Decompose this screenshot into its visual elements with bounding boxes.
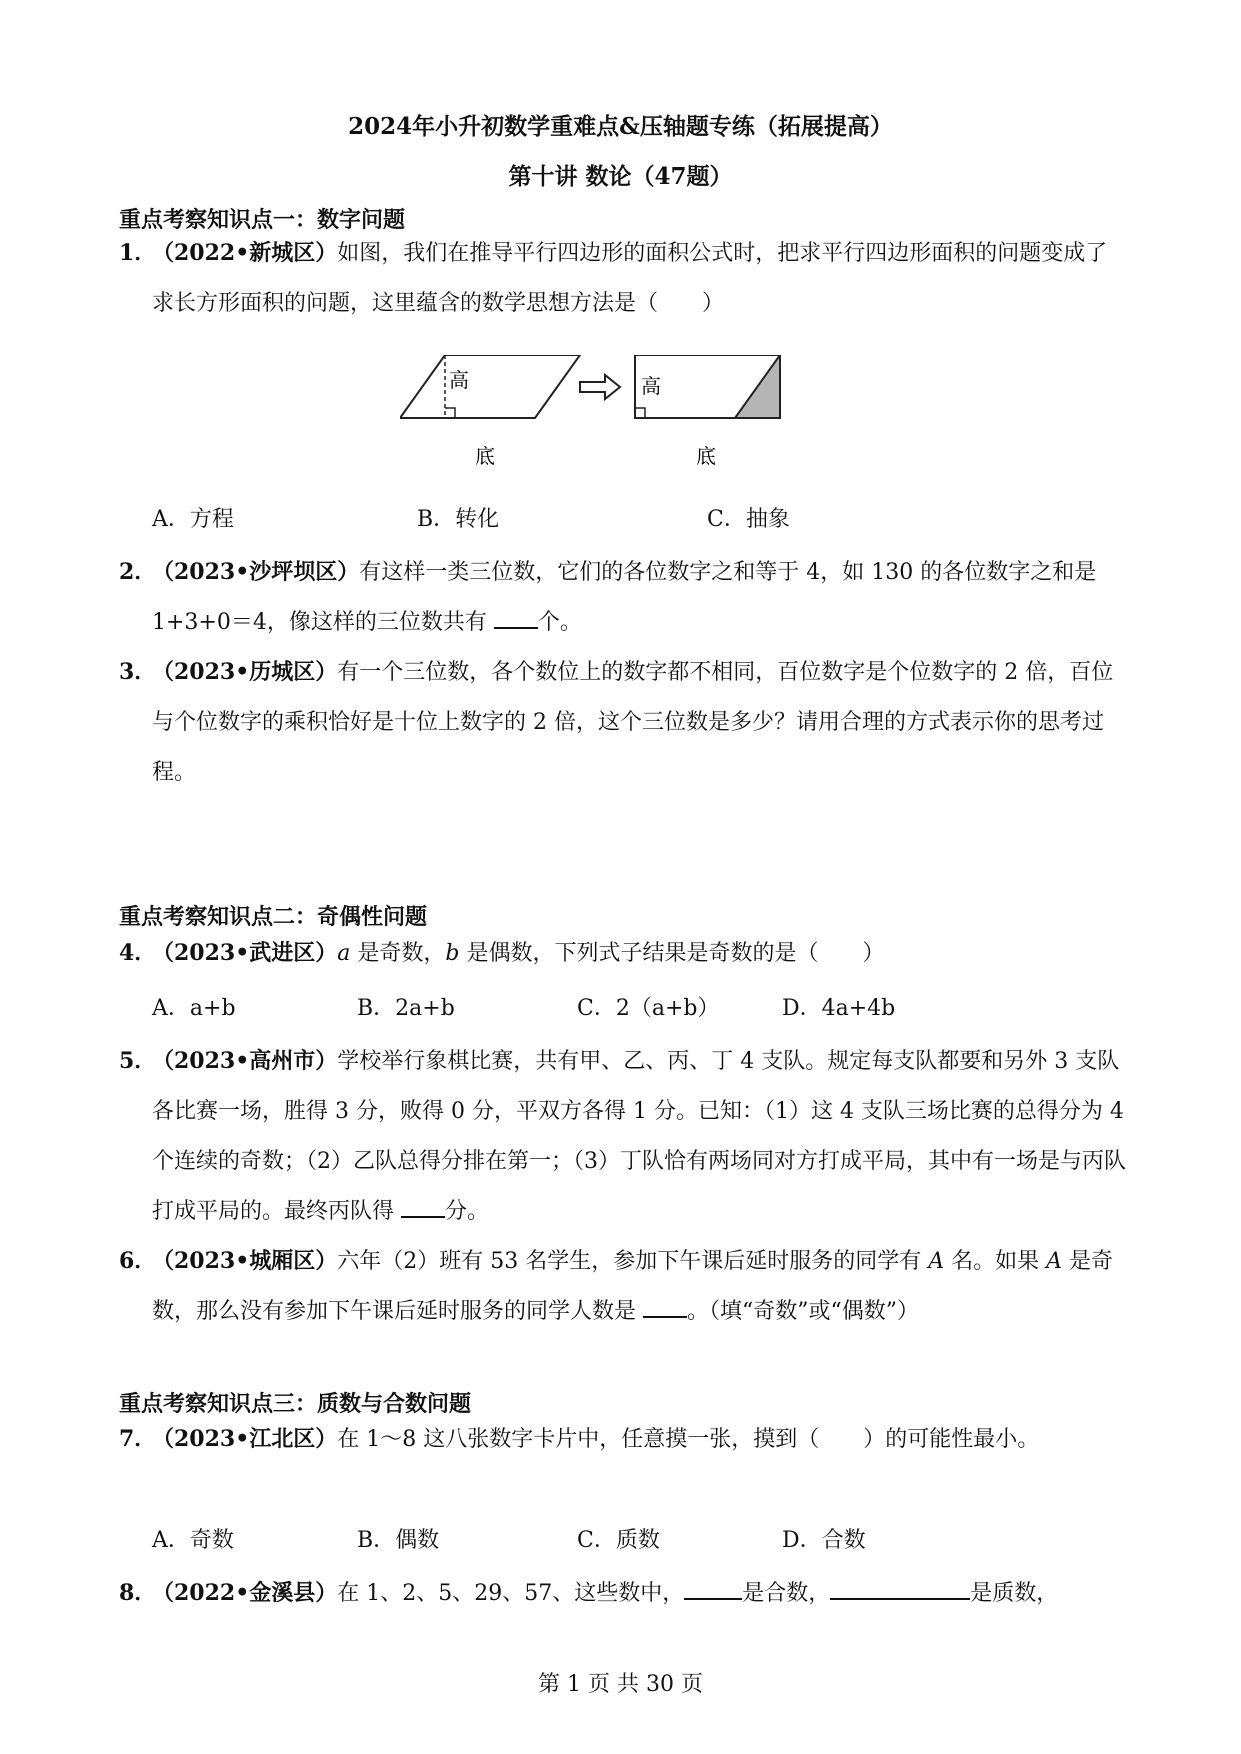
variable-a: a	[337, 941, 351, 966]
parallelogram-to-rectangle-figure	[400, 355, 870, 470]
question-text: 学校举行象棋比赛，共有甲、乙、丙、丁 4 支队。规定每支队都要和另外 3 支队各比赛一场，胜得 3 分，败得 0 分，平双方各得 1 分。已知：（1）这 4 支队三场比赛的总得分为 4 个连续的奇数；（2）乙队总得分排在第一；（3）丁队恰有两场同对方打成平局，其中有一场是与丙队打成平局的。最终丙队得	[152, 1049, 1126, 1224]
section-heading-3: 重点考察知识点三：质数与合数问题	[119, 1391, 472, 1417]
question-number: 4．	[119, 940, 157, 966]
question-number: 3．	[119, 659, 157, 685]
answer-blank	[494, 605, 538, 629]
question-7	[119, 1414, 1129, 1465]
answer-blank	[830, 1576, 970, 1600]
question-text: 名。如果	[944, 1249, 1047, 1274]
document-subtitle: 第十讲 数论（47题）	[508, 163, 733, 190]
variable-a: A	[1046, 1249, 1063, 1274]
question-number: 5．	[119, 1048, 157, 1074]
question-8	[119, 1568, 1129, 1619]
question-number: 8．	[119, 1580, 157, 1606]
question-number: 1．	[119, 240, 157, 266]
question-source: （2022•金溪县）	[152, 1580, 338, 1606]
option-b: B．2a+b	[357, 996, 455, 1021]
option-b: B．转化	[417, 507, 500, 532]
option-a: A．方程	[152, 507, 234, 532]
question-text: 如图，我们在推导平行四边形的面积公式时，把求平行四边形面积的问题变成了求长方形面积的问题，这里蕴含的数学思想方法是（ ）	[152, 241, 1108, 316]
question-number: 6．	[119, 1248, 157, 1274]
question-source: （2023•高州市）	[152, 1048, 338, 1074]
question-text: 有一个三位数，各个数位上的数字都不相同，百位数字是个位数字的 2 倍，百位与个位数字的乘积恰好是十位上数字的 2 倍，这个三位数是多少？请用合理的方式表示你的思考过程。	[152, 660, 1114, 785]
question-3	[119, 647, 1129, 798]
question-text: 是合数，	[742, 1581, 831, 1606]
question-text-end: 分。	[445, 1199, 490, 1224]
question-1	[119, 228, 1129, 329]
parallelogram-shape	[400, 355, 580, 418]
question-source: （2023•江北区）	[152, 1426, 338, 1452]
option-c: C．2（a+b）	[577, 996, 720, 1021]
answer-blank	[401, 1194, 445, 1218]
question-source: （2023•城厢区）	[152, 1248, 338, 1274]
right-angle-left	[445, 408, 455, 418]
question-source: （2023•武进区）	[152, 940, 338, 966]
section-heading-1: 重点考察知识点一：数字问题	[119, 207, 406, 233]
question-2	[119, 547, 1129, 648]
base-label-left: 底	[475, 444, 495, 468]
question-4	[119, 928, 1129, 979]
base-label-right: 底	[696, 444, 716, 468]
option-d: D．4a+4b	[782, 996, 896, 1021]
question-text: 六年（2）班有 53 名学生，参加下午课后延时服务的同学有	[337, 1249, 929, 1274]
question-source: （2022•新城区）	[152, 240, 338, 266]
section-heading-2: 重点考察知识点二：奇偶性问题	[119, 904, 428, 930]
question-text: 是奇数，那么没有参加下午课后延时服务的同学人数是	[152, 1249, 1114, 1324]
option-c: C．抽象	[707, 507, 790, 532]
option-a: A．a+b	[152, 996, 236, 1021]
page-footer: 第 1 页 共 30 页	[538, 1672, 703, 1697]
answer-blank	[643, 1294, 687, 1318]
document-title: 2024年小升初数学重难点&压轴题专练（拓展提高）	[348, 113, 893, 140]
option-c: C．质数	[577, 1528, 660, 1553]
variable-b: b	[445, 941, 460, 966]
question-6	[119, 1236, 1129, 1337]
question-source: （2023•历城区）	[152, 659, 338, 685]
question-number: 2．	[119, 559, 157, 585]
question-text: 有这样一类三位数，它们的各位数字之和等于 4，如 130 的各位数字之和是 1+3+0＝4，像这样的三位数共有	[152, 560, 1097, 635]
question-5	[119, 1036, 1129, 1237]
height-label-right: 高	[641, 374, 661, 398]
option-a: A．奇数	[152, 1528, 234, 1553]
question-number: 7．	[119, 1426, 157, 1452]
variable-a: A	[928, 1249, 945, 1274]
option-d: D．合数	[782, 1528, 866, 1553]
answer-blank	[684, 1576, 742, 1600]
height-label-left: 高	[449, 368, 469, 392]
question-text-end: 是质数，	[970, 1581, 1059, 1606]
question-source: （2023•沙坪坝区）	[152, 559, 360, 585]
question-text-end: 个。	[537, 610, 582, 635]
question-text: 在 1～8 这八张数字卡片中，任意摸一张，摸到（ ）的可能性最小。	[337, 1427, 1040, 1452]
question-text: 是偶数，下列式子结果是奇数的是（ ）	[459, 941, 885, 966]
right-angle-right	[635, 408, 645, 418]
option-b: B．偶数	[357, 1528, 440, 1553]
question-text: 是奇数，	[350, 941, 446, 966]
arrow-right-icon	[580, 375, 620, 399]
shaded-triangle	[735, 355, 780, 418]
question-text: 在 1、2、5、29、57、这些数中，	[337, 1581, 685, 1606]
question-text-end: 。（填“奇数”或“偶数”）	[687, 1299, 919, 1324]
